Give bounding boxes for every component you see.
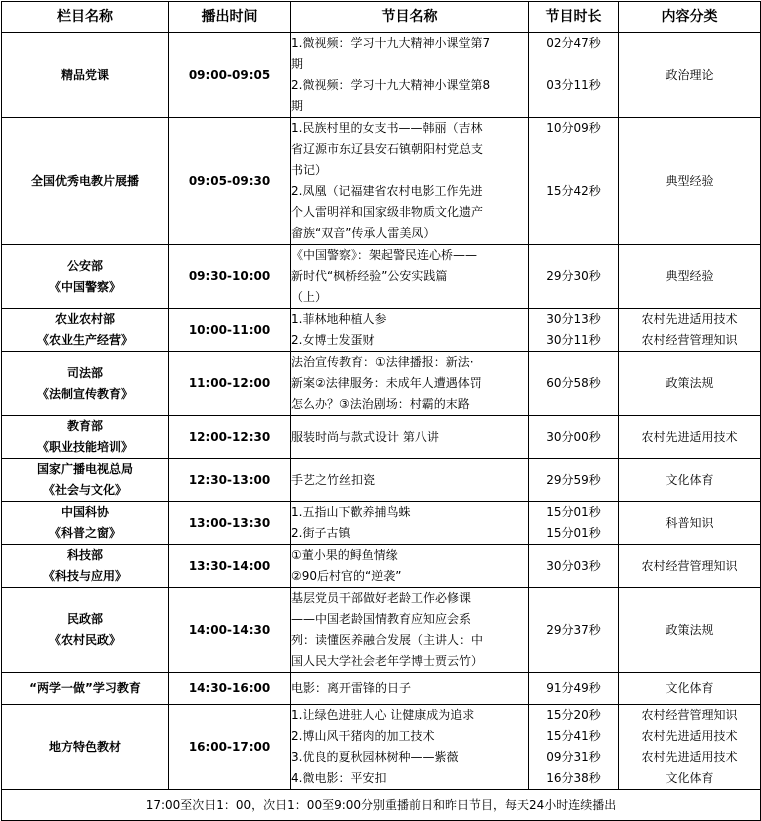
program-name-line: 基层党员干部做好老龄工作必修课 (291, 591, 472, 605)
duration: 15分01秒 (546, 505, 601, 519)
duration-cell (529, 588, 619, 673)
column-name: 《科普之窗》 (48, 526, 121, 540)
duration: 30分13秒 (546, 312, 601, 326)
column-name: 《科技与应用》 (42, 569, 127, 583)
column-name: 《农村民政》 (48, 633, 121, 647)
program-name-line: 书记） (291, 163, 328, 177)
footer-row (2, 790, 761, 821)
program-name-line: 《中国警察》：架起警民连心桥—— (291, 248, 478, 262)
column-name-cell (2, 459, 169, 502)
table-row (2, 588, 761, 673)
category-cell (619, 352, 761, 416)
duration (529, 202, 618, 223)
table-row (2, 673, 761, 705)
duration: 30分03秒 (546, 558, 601, 573)
program-name-line: 省辽源市东辽县安石镇朝阳村党总支 (291, 142, 484, 156)
column-name: 《农业生产经营》 (36, 333, 133, 347)
program-name-line: ①董小果的鲟鱼情缘 (291, 548, 398, 562)
duration-cell (529, 352, 619, 416)
table-row (2, 33, 761, 118)
program-name-cell (291, 588, 529, 673)
program-name-line: 2.女博士发蛋财 (291, 333, 375, 347)
schedule-body (2, 33, 761, 821)
program-name-line: 2.微视频：学习十九大精神小课堂第8 (291, 78, 491, 92)
category-cell (619, 588, 761, 673)
header-air-time: 播出时间 (169, 2, 291, 33)
duration-cell (529, 118, 619, 245)
column-name: 全国优秀电教片展播 (30, 173, 139, 188)
category: 科普知识 (665, 515, 714, 530)
program-name-line: 新时代“枫桥经验”公安实践篇 (291, 269, 448, 283)
duration: 03分11秒 (546, 78, 601, 92)
program-name-line: 怎么办？③法治剧场：村霸的末路 (291, 397, 470, 411)
program-name-line: 2.博山风干猪肉的加工技术 (291, 729, 435, 743)
duration: 02分47秒 (546, 36, 601, 50)
program-name-cell (291, 502, 529, 545)
column-name: 《职业技能培训》 (36, 440, 133, 454)
program-name-line: 服装时尚与款式设计 第八讲 (291, 429, 439, 444)
duration-cell (529, 245, 619, 309)
column-name: “两学一做”学习教育 (29, 681, 141, 695)
program-name-line: 电影：离开雷锋的日子 (291, 681, 412, 695)
program-name-cell (291, 416, 529, 459)
category: 农村先进适用技术 (641, 429, 738, 444)
table-row (2, 545, 761, 588)
program-name-line: 1.五指山下歡养捕鸟蛛 (291, 505, 411, 519)
air-time: 09:00-09:05 (169, 33, 291, 118)
category-cell (619, 245, 761, 309)
air-time: 16:00-17:00 (169, 705, 291, 790)
program-name-line: 新案②法律服务：未成年人遭遇体罚 (291, 376, 482, 390)
column-name: 国家广播电视总局 (36, 462, 133, 476)
program-name-line: 畲族“双音”传承人雷美凤） (291, 226, 436, 240)
column-name-cell (2, 705, 169, 790)
duration: 10分09秒 (546, 121, 601, 135)
header-program-name: 节目名称 (291, 2, 529, 33)
category: 典型经验 (665, 269, 714, 283)
category-cell (619, 416, 761, 459)
program-name-line: 期 (291, 57, 304, 71)
column-name-cell (2, 673, 169, 705)
column-name-cell (2, 352, 169, 416)
column-name-cell (2, 545, 169, 588)
program-name-line: ②90后村官的“逆袭” (291, 569, 402, 583)
program-name-cell (291, 309, 529, 352)
column-name: 中国科协 (60, 505, 109, 519)
column-name-cell (2, 588, 169, 673)
category-cell (619, 118, 761, 245)
column-name: 《中国警察》 (48, 279, 121, 294)
program-name-line: 个人雷明祥和国家级非物质文化遗产 (291, 205, 484, 219)
air-time: 11:00-12:00 (169, 352, 291, 416)
category-cell (619, 705, 761, 790)
program-name-line: 1.微视频：学习十九大精神小课堂第7 (291, 36, 491, 50)
duration-cell (529, 545, 619, 588)
program-name-line: 法治宣传教育：①法律播报：新法· (291, 355, 474, 369)
table-row (2, 502, 761, 545)
column-name: 《社会与文化》 (42, 483, 127, 497)
program-name-cell (291, 118, 529, 245)
table-row (2, 309, 761, 352)
program-name-cell (291, 545, 529, 588)
header-row (2, 2, 761, 33)
duration: 30分11秒 (546, 333, 601, 347)
column-name: 教育部 (66, 419, 103, 433)
column-name: 公安部 (66, 258, 103, 273)
table-row (2, 459, 761, 502)
category-cell (619, 673, 761, 705)
program-name-cell (291, 705, 529, 790)
air-time: 13:00-13:30 (169, 502, 291, 545)
duration: 15分20秒 (546, 708, 601, 722)
air-time: 12:30-13:00 (169, 459, 291, 502)
duration: 16分38秒 (546, 771, 601, 785)
column-name: 地方特色教材 (48, 739, 121, 754)
table-row (2, 245, 761, 309)
column-name: 司法部 (66, 365, 103, 380)
air-time: 10:00-11:00 (169, 309, 291, 352)
header-duration: 节目时长 (529, 2, 619, 33)
duration-cell (529, 459, 619, 502)
program-name-line: （上） (291, 290, 328, 304)
duration: 15分42秒 (546, 184, 601, 198)
duration (529, 96, 618, 117)
duration (529, 160, 618, 181)
air-time: 09:30-10:00 (169, 245, 291, 309)
air-time: 12:00-12:30 (169, 416, 291, 459)
duration: 29分37秒 (546, 622, 601, 637)
category: 文化体育 (665, 472, 714, 487)
duration: 09分31秒 (546, 750, 601, 764)
duration: 60分58秒 (546, 376, 601, 390)
column-name: 精品党课 (60, 67, 109, 82)
category: 农村经营管理知识 (641, 708, 738, 722)
program-name-line: 2.街子古镇 (291, 526, 351, 540)
category: 农村先进适用技术 (641, 729, 738, 743)
table-row (2, 352, 761, 416)
program-name-line: 1.让绿色进驻人心 让健康成为追求 (291, 708, 475, 722)
category: 政策法规 (665, 622, 714, 637)
column-name: 《法制宣传教育》 (36, 386, 133, 401)
duration (529, 139, 618, 160)
duration: 15分01秒 (546, 526, 601, 540)
duration: 30分00秒 (546, 429, 601, 444)
schedule-table (1, 1, 761, 821)
category: 政治理论 (665, 67, 714, 82)
column-name-cell (2, 33, 169, 118)
category-cell (619, 309, 761, 352)
column-name-cell (2, 416, 169, 459)
category: 农村经营管理知识 (641, 558, 738, 573)
column-name: 科技部 (66, 548, 103, 562)
duration-cell (529, 502, 619, 545)
duration-cell (529, 309, 619, 352)
program-name-cell (291, 673, 529, 705)
column-name: 农业农村部 (54, 312, 115, 326)
program-name-cell (291, 459, 529, 502)
table-row (2, 118, 761, 245)
category: 政策法规 (665, 376, 714, 390)
category: 文化体育 (665, 681, 714, 695)
category-cell (619, 502, 761, 545)
duration: 29分30秒 (546, 269, 601, 283)
program-name-line: 期 (291, 99, 304, 113)
duration (529, 223, 618, 244)
duration: 29分59秒 (546, 472, 601, 487)
column-name-cell (2, 309, 169, 352)
duration-cell (529, 673, 619, 705)
category-cell (619, 545, 761, 588)
duration: 15分41秒 (546, 729, 601, 743)
air-time: 14:00-14:30 (169, 588, 291, 673)
program-name-line: 国人民大学社会老年学博士贾云竹） (291, 654, 484, 668)
duration-cell (529, 705, 619, 790)
program-name-line: 1.菲林地种植人参 (291, 312, 387, 326)
program-name-cell (291, 33, 529, 118)
column-name-cell (2, 245, 169, 309)
header-column-name: 栏目名称 (2, 2, 169, 33)
category: 典型经验 (665, 173, 714, 188)
program-name-line: 2.凤凰（记福建省农村电影工作先进 (291, 184, 483, 198)
program-name-line: ——中国老龄国情教育应知应会系 (291, 612, 472, 626)
category-cell (619, 459, 761, 502)
column-name: 民政部 (66, 612, 103, 626)
category: 农村先进适用技术 (641, 312, 738, 326)
footer-note: 17:00至次日1：00，次日1：00至9:00分别重播前日和昨日节目，每天24小时连续播出 (2, 790, 761, 821)
table-row (2, 705, 761, 790)
program-name-line: 4.微电影：平安扣 (291, 771, 387, 785)
program-name-cell (291, 352, 529, 416)
program-name-cell (291, 245, 529, 309)
column-name-cell (2, 118, 169, 245)
category: 农村经营管理知识 (641, 333, 738, 347)
category: 农村先进适用技术 (641, 750, 738, 764)
air-time: 14:30-16:00 (169, 673, 291, 705)
category-cell (619, 33, 761, 118)
duration: 91分49秒 (546, 681, 601, 695)
program-name-line: 1.民族村里的女支书——韩丽（吉林 (291, 121, 483, 135)
program-name-line: 列：读懂医养融合发展（主讲人：中 (291, 633, 484, 647)
category: 文化体育 (665, 771, 714, 785)
duration-cell (529, 33, 619, 118)
program-name-line: 3.优良的夏秋园林树种——紫薇 (291, 750, 459, 764)
program-name-line: 手艺之竹丝扣瓷 (291, 472, 376, 487)
table-row (2, 416, 761, 459)
column-name-cell (2, 502, 169, 545)
duration (529, 54, 618, 75)
duration-cell (529, 416, 619, 459)
air-time: 09:05-09:30 (169, 118, 291, 245)
air-time: 13:30-14:00 (169, 545, 291, 588)
header-category: 内容分类 (619, 2, 761, 33)
